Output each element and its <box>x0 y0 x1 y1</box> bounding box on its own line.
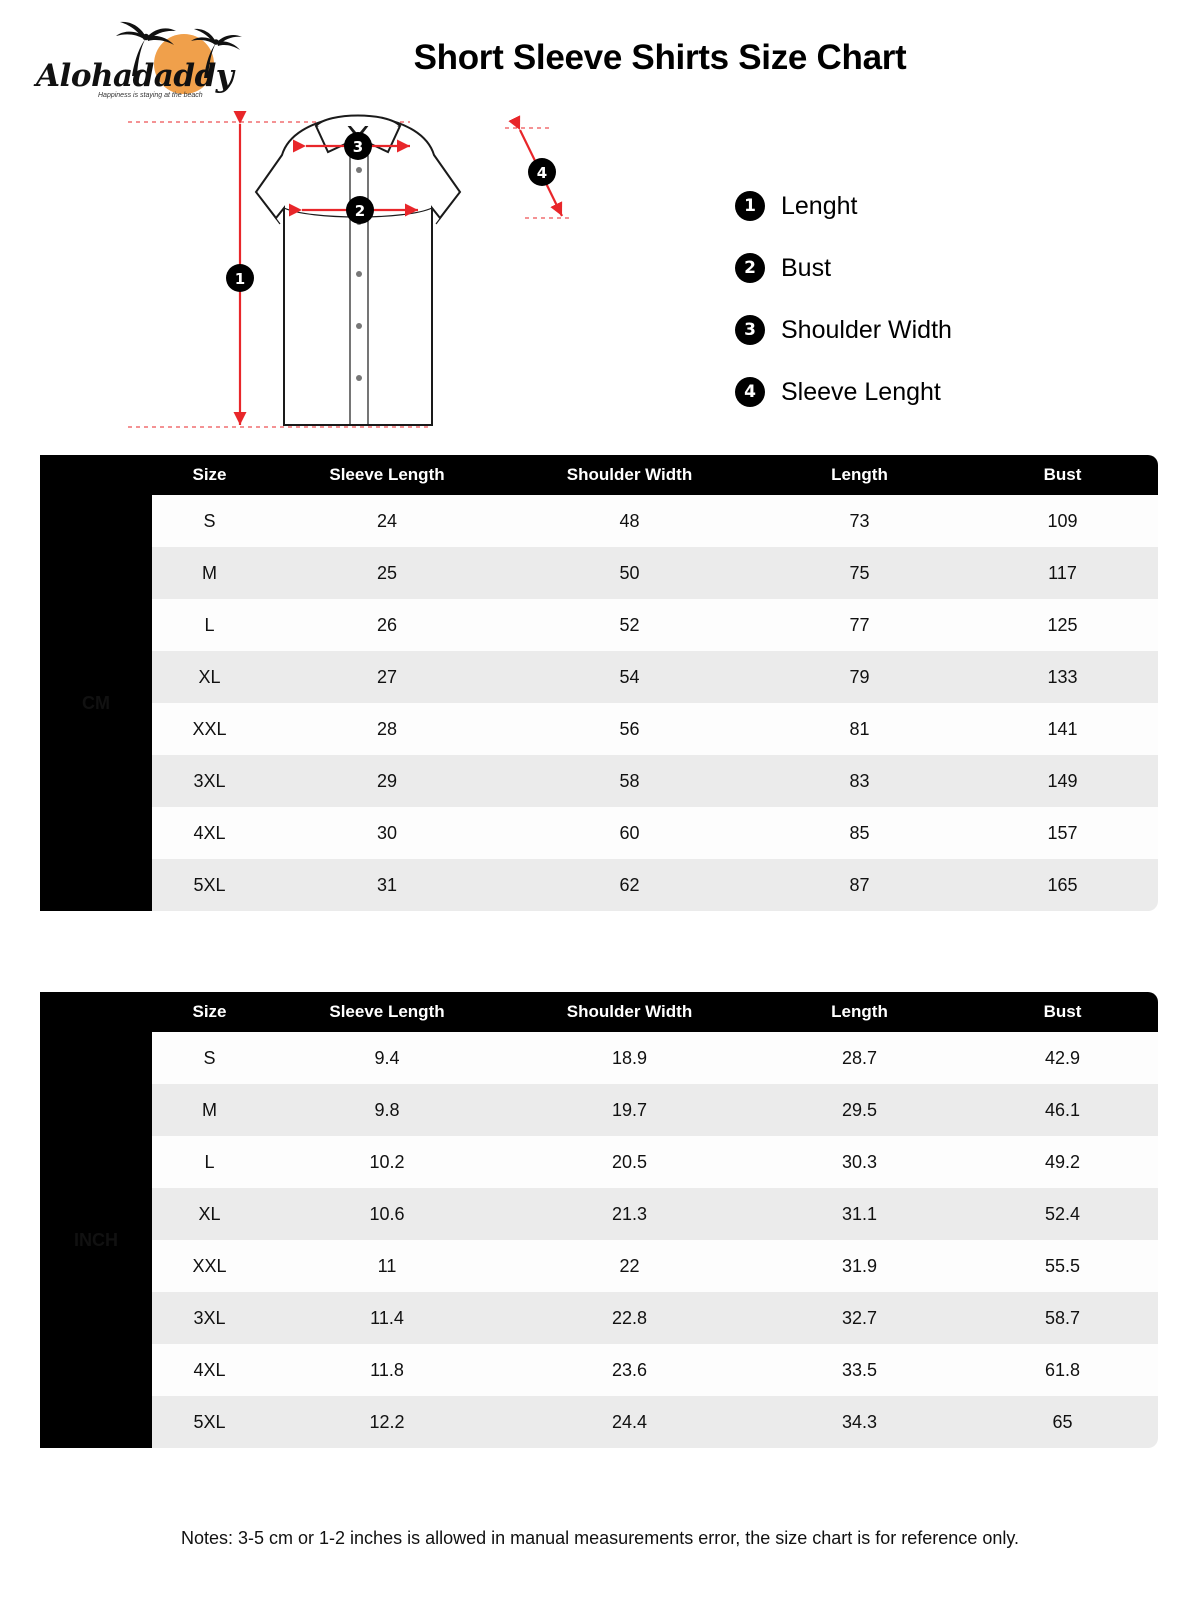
brand-logo <box>36 18 266 110</box>
cell-length: 30.3 <box>752 1136 967 1188</box>
legend-item-label: Bust <box>781 253 832 282</box>
brand-name: Alohadaddy <box>36 58 234 94</box>
cell-shoulder-width: 24.4 <box>507 1396 752 1448</box>
cell-sleeve-length: 25 <box>267 547 507 599</box>
cell-shoulder-width: 23.6 <box>507 1344 752 1396</box>
cell-size: L <box>152 599 267 651</box>
table-row <box>40 1136 1158 1188</box>
table-row <box>40 495 1158 547</box>
table-row <box>40 1344 1158 1396</box>
table-header-row <box>40 455 1158 495</box>
unit-label-cm: CM <box>40 495 152 911</box>
cell-length: 31.1 <box>752 1188 967 1240</box>
column-header-bust: Bust <box>967 455 1158 495</box>
cell-shoulder-width: 56 <box>507 703 752 755</box>
legend-number-icon: 3 <box>735 315 765 345</box>
table-header-row <box>40 992 1158 1032</box>
cell-bust: 157 <box>967 807 1158 859</box>
table-row <box>40 651 1158 703</box>
cell-sleeve-length: 11.4 <box>267 1292 507 1344</box>
legend-number-icon: 4 <box>735 377 765 407</box>
column-header-sleeve-length: Sleeve Length <box>267 455 507 495</box>
cell-size: 4XL <box>152 807 267 859</box>
legend-item-label: Lenght <box>781 191 858 220</box>
cell-size: L <box>152 1136 267 1188</box>
cell-sleeve-length: 11.8 <box>267 1344 507 1396</box>
cell-bust: 55.5 <box>967 1240 1158 1292</box>
cell-size: 5XL <box>152 859 267 911</box>
legend-number-icon: 1 <box>735 191 765 221</box>
legend-item-label: Shoulder Width <box>781 315 952 344</box>
cell-bust: 46.1 <box>967 1084 1158 1136</box>
cell-sleeve-length: 9.4 <box>267 1032 507 1084</box>
cell-bust: 109 <box>967 495 1158 547</box>
cell-length: 79 <box>752 651 967 703</box>
cell-bust: 125 <box>967 599 1158 651</box>
legend-item <box>735 299 1065 361</box>
cell-sleeve-length: 29 <box>267 755 507 807</box>
cell-shoulder-width: 18.9 <box>507 1032 752 1084</box>
cell-shoulder-width: 58 <box>507 755 752 807</box>
measurement-legend <box>735 175 1065 423</box>
cell-shoulder-width: 22.8 <box>507 1292 752 1344</box>
cell-size: S <box>152 1032 267 1084</box>
table-row <box>40 1240 1158 1292</box>
table-row <box>40 755 1158 807</box>
svg-text:4: 4 <box>536 164 548 182</box>
column-header-shoulder-width: Shoulder Width <box>507 455 752 495</box>
cell-sleeve-length: 10.6 <box>267 1188 507 1240</box>
cell-length: 83 <box>752 755 967 807</box>
cell-bust: 42.9 <box>967 1032 1158 1084</box>
cell-sleeve-length: 12.2 <box>267 1396 507 1448</box>
cell-bust: 117 <box>967 547 1158 599</box>
cell-length: 75 <box>752 547 967 599</box>
cell-size: XL <box>152 1188 267 1240</box>
cell-length: 85 <box>752 807 967 859</box>
cell-length: 32.7 <box>752 1292 967 1344</box>
cell-bust: 52.4 <box>967 1188 1158 1240</box>
cell-length: 81 <box>752 703 967 755</box>
column-header-length: Length <box>752 455 967 495</box>
column-header-length: Length <box>752 992 967 1032</box>
cell-sleeve-length: 10.2 <box>267 1136 507 1188</box>
cell-shoulder-width: 60 <box>507 807 752 859</box>
cell-shoulder-width: 54 <box>507 651 752 703</box>
cell-size: XL <box>152 651 267 703</box>
cell-bust: 61.8 <box>967 1344 1158 1396</box>
cell-length: 33.5 <box>752 1344 967 1396</box>
cell-size: S <box>152 495 267 547</box>
cell-sleeve-length: 9.8 <box>267 1084 507 1136</box>
cell-bust: 165 <box>967 859 1158 911</box>
brand-tagline: Happiness is staying at the beach <box>98 92 203 99</box>
table-row <box>40 859 1158 911</box>
legend-number-icon: 2 <box>735 253 765 283</box>
legend-item <box>735 175 1065 237</box>
cell-bust: 149 <box>967 755 1158 807</box>
cell-size: 3XL <box>152 755 267 807</box>
cell-shoulder-width: 22 <box>507 1240 752 1292</box>
cell-size: XXL <box>152 703 267 755</box>
cell-length: 34.3 <box>752 1396 967 1448</box>
table-row <box>40 1396 1158 1448</box>
table-row <box>40 1292 1158 1344</box>
table-corner-cell <box>40 992 152 1032</box>
cell-bust: 65 <box>967 1396 1158 1448</box>
inch-size-table <box>40 992 1158 1448</box>
page-title: Short Sleeve Shirts Size Chart <box>413 38 907 77</box>
notes-text: Notes: 3-5 cm or 1-2 inches is allowed in manual measurements error, the size chart is for reference only. <box>180 1528 1020 1548</box>
cell-bust: 58.7 <box>967 1292 1158 1344</box>
cell-size: M <box>152 547 267 599</box>
cell-length: 87 <box>752 859 967 911</box>
cell-shoulder-width: 50 <box>507 547 752 599</box>
cell-shoulder-width: 21.3 <box>507 1188 752 1240</box>
cell-size: XXL <box>152 1240 267 1292</box>
cell-sleeve-length: 28 <box>267 703 507 755</box>
cell-shoulder-width: 48 <box>507 495 752 547</box>
shirt-diagram <box>110 100 630 450</box>
cell-size: 3XL <box>152 1292 267 1344</box>
svg-text:2: 2 <box>354 202 366 220</box>
cell-sleeve-length: 24 <box>267 495 507 547</box>
column-header-sleeve-length: Sleeve Length <box>267 992 507 1032</box>
cell-bust: 133 <box>967 651 1158 703</box>
table-row <box>40 1188 1158 1240</box>
cell-shoulder-width: 62 <box>507 859 752 911</box>
cell-length: 31.9 <box>752 1240 967 1292</box>
table-row <box>40 1032 1158 1084</box>
svg-text:1: 1 <box>234 270 246 288</box>
cell-size: M <box>152 1084 267 1136</box>
table-corner-cell <box>40 455 152 495</box>
column-header-size: Size <box>152 992 267 1032</box>
cell-length: 77 <box>752 599 967 651</box>
legend-item <box>735 361 1065 423</box>
cell-sleeve-length: 30 <box>267 807 507 859</box>
legend-item-label: Sleeve Lenght <box>781 377 941 406</box>
table-row <box>40 547 1158 599</box>
svg-text:3: 3 <box>352 138 364 156</box>
column-header-size: Size <box>152 455 267 495</box>
cell-shoulder-width: 19.7 <box>507 1084 752 1136</box>
cell-bust: 141 <box>967 703 1158 755</box>
column-header-shoulder-width: Shoulder Width <box>507 992 752 1032</box>
cell-sleeve-length: 27 <box>267 651 507 703</box>
cell-sleeve-length: 31 <box>267 859 507 911</box>
table-row <box>40 599 1158 651</box>
cell-sleeve-length: 11 <box>267 1240 507 1292</box>
cell-sleeve-length: 26 <box>267 599 507 651</box>
unit-label-inch: INCH <box>40 1032 152 1448</box>
column-header-bust: Bust <box>967 992 1158 1032</box>
cell-shoulder-width: 20.5 <box>507 1136 752 1188</box>
table-row <box>40 703 1158 755</box>
cell-length: 28.7 <box>752 1032 967 1084</box>
cell-length: 73 <box>752 495 967 547</box>
table-row <box>40 1084 1158 1136</box>
table-row <box>40 807 1158 859</box>
cell-shoulder-width: 52 <box>507 599 752 651</box>
cell-bust: 49.2 <box>967 1136 1158 1188</box>
cell-length: 29.5 <box>752 1084 967 1136</box>
cell-size: 4XL <box>152 1344 267 1396</box>
cm-size-table <box>40 455 1158 911</box>
cell-size: 5XL <box>152 1396 267 1448</box>
legend-item <box>735 237 1065 299</box>
